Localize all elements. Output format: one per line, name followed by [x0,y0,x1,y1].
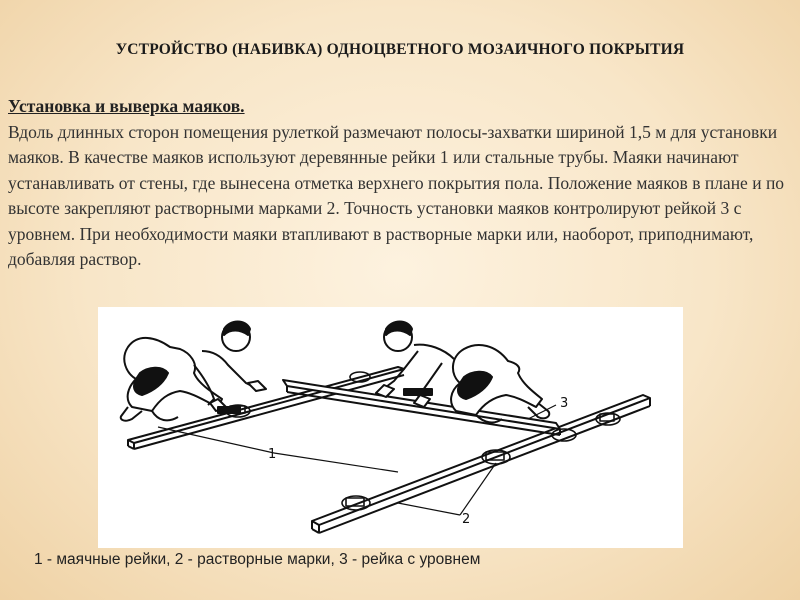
figure-caption: 1 - маячные рейки, 2 - растворные марки, 3 - рейка с уровнем [34,551,481,568]
worker-right [376,322,549,423]
illustration-drawing [98,307,683,548]
subheading: Установка и выверка маяков. [8,96,245,116]
paragraph: Вдоль длинных сторон помещения рулеткой размечают полосы-захватки шириной 1,5 м для установки маяков. В качестве маяков используют деревянные рейки 1 или стальные трубы. Маяки начинают устанавливать от стены, где вынесена отметка верхнего покрытия пола. Положение маяков в плане и по высоте закрепляют растворными марками 2. Точность установки маяков контролируют рейкой 3 с уровнем. При необходимости маяки втапливают в растворные марки или, наоборот, приподнимают, добавляя раствор. [8,121,785,269]
illustration [98,307,683,548]
label-3: 3 [560,396,569,411]
label-1: 1 [268,447,277,462]
label-2: 2 [462,512,471,527]
body-text [8,94,798,273]
slide-title: УСТРОЙСТВО (НАБИВКА) ОДНОЦВЕТНОГО МОЗАИЧНОГО ПОКРЫТИЯ [115,41,685,58]
